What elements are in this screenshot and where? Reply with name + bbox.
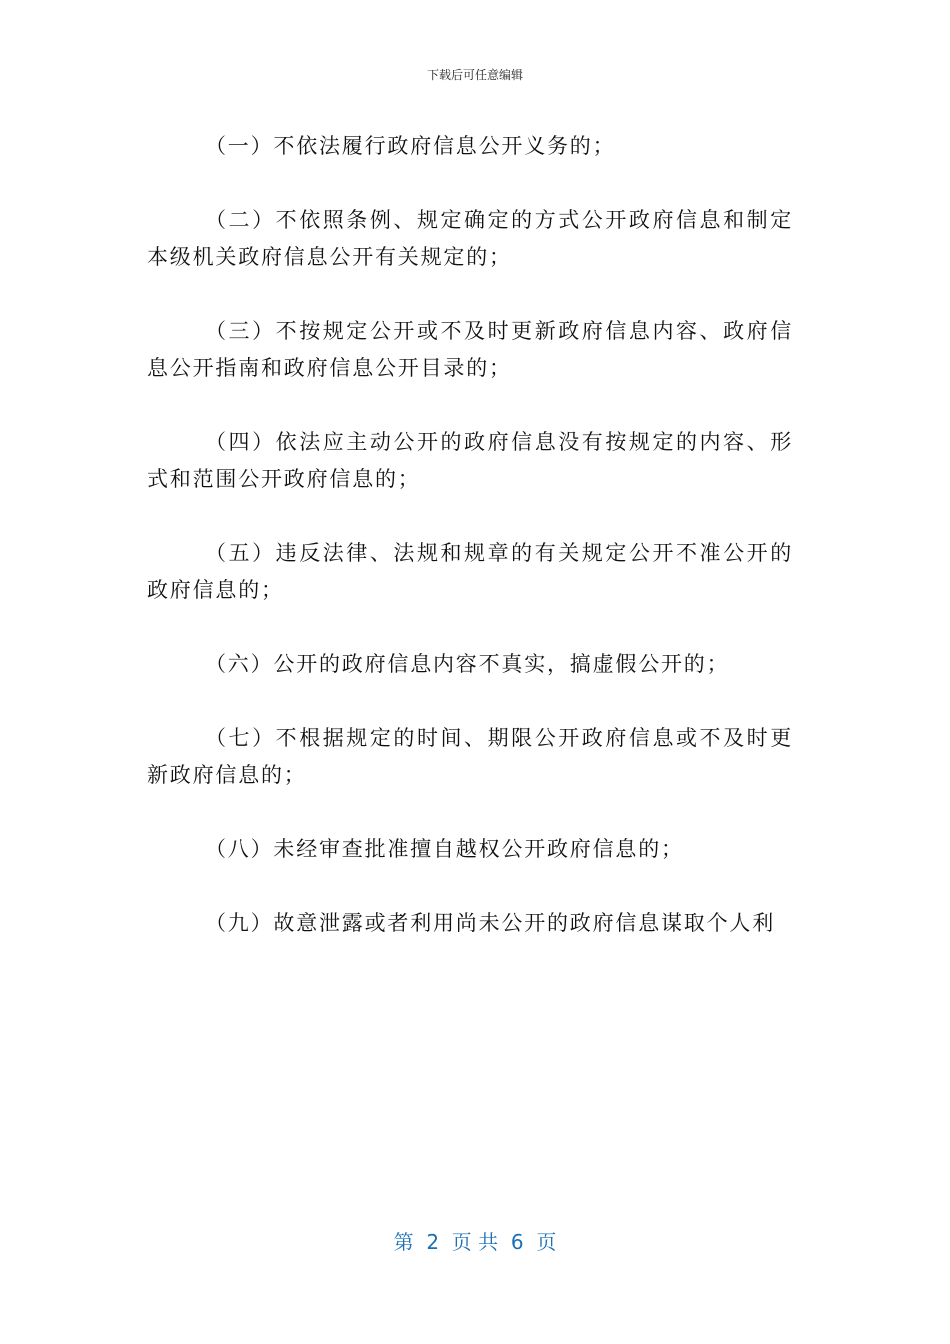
paragraph-5: （五）违反法律、法规和规章的有关规定公开不准公开的政府信息的； [147,541,793,602]
paragraph-1: （一）不依法履行政府信息公开义务的； [205,134,616,158]
paragraph-3: （三）不按规定公开或不及时更新政府信息内容、政府信息公开指南和政府信息公开目录的； [147,319,793,380]
paragraph-8: （八）未经审查批准擅自越权公开政府信息的； [205,837,684,861]
paragraph-4: （四）依法应主动公开的政府信息没有按规定的内容、形式和范围公开政府信息的； [147,430,793,491]
paragraph-6: （六）公开的政府信息内容不真实，搞虚假公开的； [205,652,730,676]
paragraph-7: （七）不根据规定的时间、期限公开政府信息或不及时更新政府信息的； [147,726,793,787]
document-body [147,128,793,979]
page-number-footer: 第 2 页 共 6 页 [393,1230,557,1254]
paragraph-2: （二）不依照条例、规定确定的方式公开政府信息和制定本级机关政府信息公开有关规定的； [147,208,793,269]
header-note: 下载后可任意编辑 [426,68,523,82]
paragraph-9: （九）故意泄露或者利用尚未公开的政府信息谋取个人利 [205,911,775,935]
